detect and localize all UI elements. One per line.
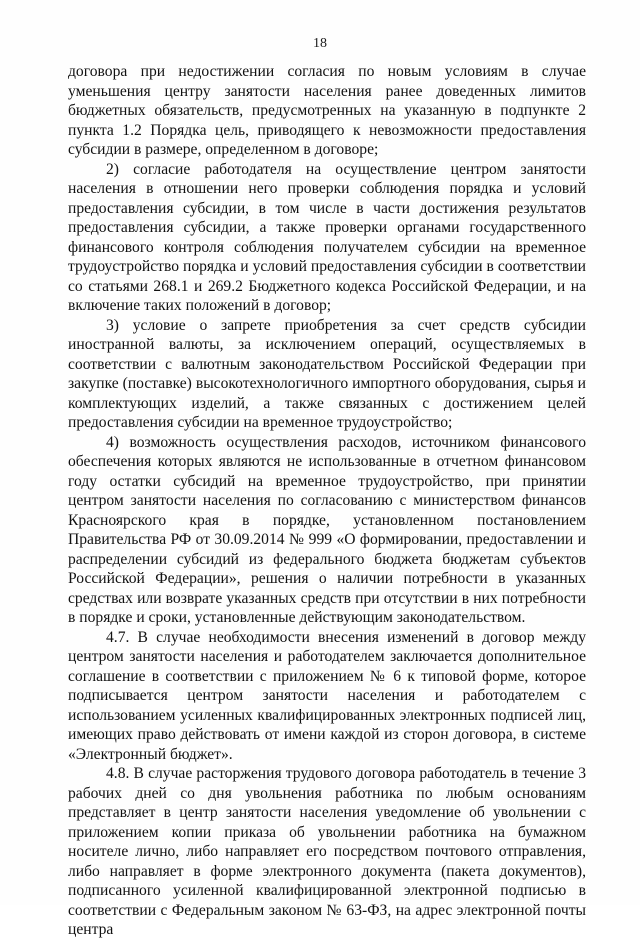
paragraph-item-3: 3) условие о запрете приобретения за счет средств субсидии иностранной валюты, за исключением операций, осуществляемых в соответствии с валютным законодательством Российской Федерации при закупке (поставке) высокотехнологичного импортного оборудования, сырья и комплектующих изделий, а также связанных с достижением целей предоставления субсидии на временное трудоустройство; (68, 316, 586, 431)
paragraph-4-8: 4.8. В случае расторжения трудового договора работодатель в течение 3 рабочих дней со дня увольнения работника по любым основаниям представляет в центр занятости населения уведомление об увольнении с приложением копии приказа об увольнении работника на бумажном носителе лично, либо направляет его посредством почтового отправления, либо направляет в форме электронного документа (пакета документов), подписанного усиленной квалифицированной электронной подписью в соответствии с Федеральным законом № 63-ФЗ, на адрес электронной почты центра (68, 765, 586, 938)
paragraph-item-4: 4) возможность осуществления расходов, источником финансового обеспечения которых являются не использованные в отчетном финансовом году остатки субсидий на временное трудоустройство, при принятии центром занятости населения по согласованию с министерством финансов Красноярского края в порядке, установленном постановлением Правительства РФ от 30.09.2014 № 999 «О формировании, предоставлении и распределении субсидий из федерального бюджета бюджетам субъектов Российской Федерации», решения о наличии потребности в указанных средствах или возврате указанных средств при отсутствии в них потребности в порядке и сроки, установленные действующим законодательством. (68, 433, 586, 626)
page-number: 18 (313, 36, 327, 51)
paragraph-item-2: 2) согласие работодателя на осуществление центром занятости населения в отношении него проверки соблюдения порядка и условий предоставления субсидии, в том числе в части достижения результатов предоставления субсидии, а также проверки органами государственного финансового контроля соблюдения получателем субсидии на временное трудоустройство порядка и условий предоставления субсидии в соответствии со статьями 268.1 и 269.2 Бюджетного кодекса Российской Федерации, и на включение таких положений в договор; (68, 160, 586, 314)
document-body (68, 62, 586, 940)
paragraph-4-7: 4.7. В случае необходимости внесения изменений в договор между центром занятости населения и работодателем заключается дополнительное соглашение в соответствии с приложением № 6 к типовой форме, которое подписывается центром занятости населения и работодателем с использованием усиленных квалифицированных электронных подписей лиц, имеющих право действовать от имени каждой из сторон договора, в системе «Электронный бюджет». (68, 628, 586, 763)
paragraph-continuation: договора при недостижении согласия по новым условиям в случае уменьшения центру занятости населения ранее доведенных лимитов бюджетных обязательств, предусмотренных на указанную в подпункте 2 пункта 1.2 Порядка цель, приводящего к невозможности предоставления субсидии в размере, определенном в договоре; (68, 63, 586, 158)
